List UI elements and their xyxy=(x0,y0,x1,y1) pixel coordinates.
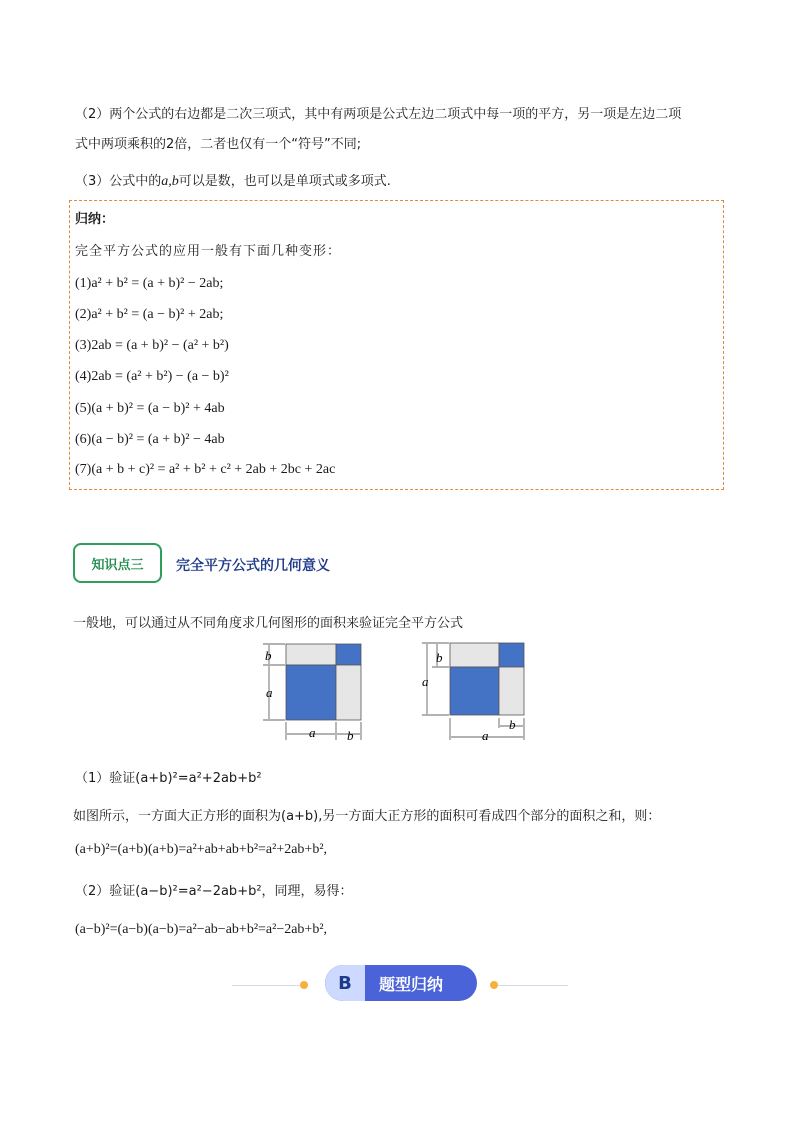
figure2-label-b-bottom: b xyxy=(509,717,516,732)
figure1-label-a-bottom: a xyxy=(309,725,316,740)
summary-intro: 完全平方公式的应用一般有下面几种变形： xyxy=(75,244,342,259)
section-banner-letter: B xyxy=(325,965,365,1001)
figure2-label-b-left: b xyxy=(436,650,443,665)
summary-formula-2: (2)a² + b² = (a − b)² + 2ab; xyxy=(75,307,224,322)
figure2-label-a-bottom: a xyxy=(482,728,489,743)
note-item-3-suffix: 可以是数，也可以是单项式或多项式. xyxy=(178,174,391,189)
banner-line-left xyxy=(232,985,302,986)
banner-dot-right xyxy=(490,981,498,989)
banner-line-right xyxy=(498,985,568,986)
summary-formula-1: (1)a² + b² = (a + b)² − 2ab; xyxy=(75,276,224,291)
summary-formula-7: (7)(a + b + c)² = a² + b² + c² + 2ab + 2bc + 2ac xyxy=(75,462,336,477)
figure1-label-b-left: b xyxy=(265,648,272,663)
note-item-3-vars: a,b xyxy=(161,174,179,189)
note-item-2-line-1: （2）两个公式的右边都是二次三项式，其中有两项是公式左边二项式中每一项的平方，另一项是左边二项 xyxy=(75,107,682,122)
verify-1: （1）验证(a+b)²=a²+2ab+b² xyxy=(75,771,262,786)
figure1-b-square xyxy=(336,644,361,665)
banner-dot-left xyxy=(300,981,308,989)
knowledge-point-title: 完全平方公式的几何意义 xyxy=(176,558,330,574)
body-intro: 一般地，可以通过从不同角度求几何图形的面积来验证完全平方公式 xyxy=(73,616,464,631)
knowledge-point-badge xyxy=(73,543,162,583)
figure1-a-square xyxy=(286,665,336,720)
figure1-ab-top xyxy=(286,644,336,665)
note-item-2-line-2: 式中两项乘积的2倍，二者也仅有一个“符号”不同; xyxy=(75,137,362,152)
figure2-b-square xyxy=(499,643,524,667)
explain-1: 如图所示，一方面大正方形的面积为(a+b),另一方面大正方形的面积可看成四个部分的面积之和，则： xyxy=(73,809,661,824)
figure1-ab-side xyxy=(336,665,361,720)
figure-square-a-minus-b xyxy=(418,638,533,743)
note-item-3-prefix: （3）公式中的 xyxy=(75,174,162,189)
figure1-label-b-bottom: b xyxy=(347,728,354,743)
section-banner xyxy=(325,965,477,1001)
figure2-ab-top xyxy=(450,643,499,667)
knowledge-point-badge-label: 知识点三 xyxy=(91,557,144,573)
summary-formula-5: (5)(a + b)² = (a − b)² + 4ab xyxy=(75,401,225,416)
figure2-ab-side xyxy=(499,667,524,715)
section-banner-title: 题型归纳 xyxy=(379,974,444,994)
summary-formula-3: (3)2ab = (a + b)² − (a² + b²) xyxy=(75,338,229,353)
verify-2: （2）验证(a−b)²=a²−2ab+b²，同理，易得： xyxy=(75,884,353,899)
summary-heading: 归纳： xyxy=(75,212,115,227)
note-item-3 xyxy=(75,170,391,190)
figure2-a-minus-b-square xyxy=(450,667,499,715)
figure2-label-a-left: a xyxy=(422,674,429,689)
summary-formula-4: (4)2ab = (a² + b²) − (a − b)² xyxy=(75,369,229,384)
derive-1: (a+b)²=(a+b)(a+b)=a²+ab+ab+b²=a²+2ab+b², xyxy=(75,842,328,857)
figure1-label-a-left: a xyxy=(266,685,273,700)
summary-formula-6: (6)(a − b)² = (a + b)² − 4ab xyxy=(75,432,225,447)
figure-square-a-plus-b xyxy=(255,640,370,745)
derive-2: (a−b)²=(a−b)(a−b)=a²−ab−ab+b²=a²−2ab+b², xyxy=(75,922,328,937)
